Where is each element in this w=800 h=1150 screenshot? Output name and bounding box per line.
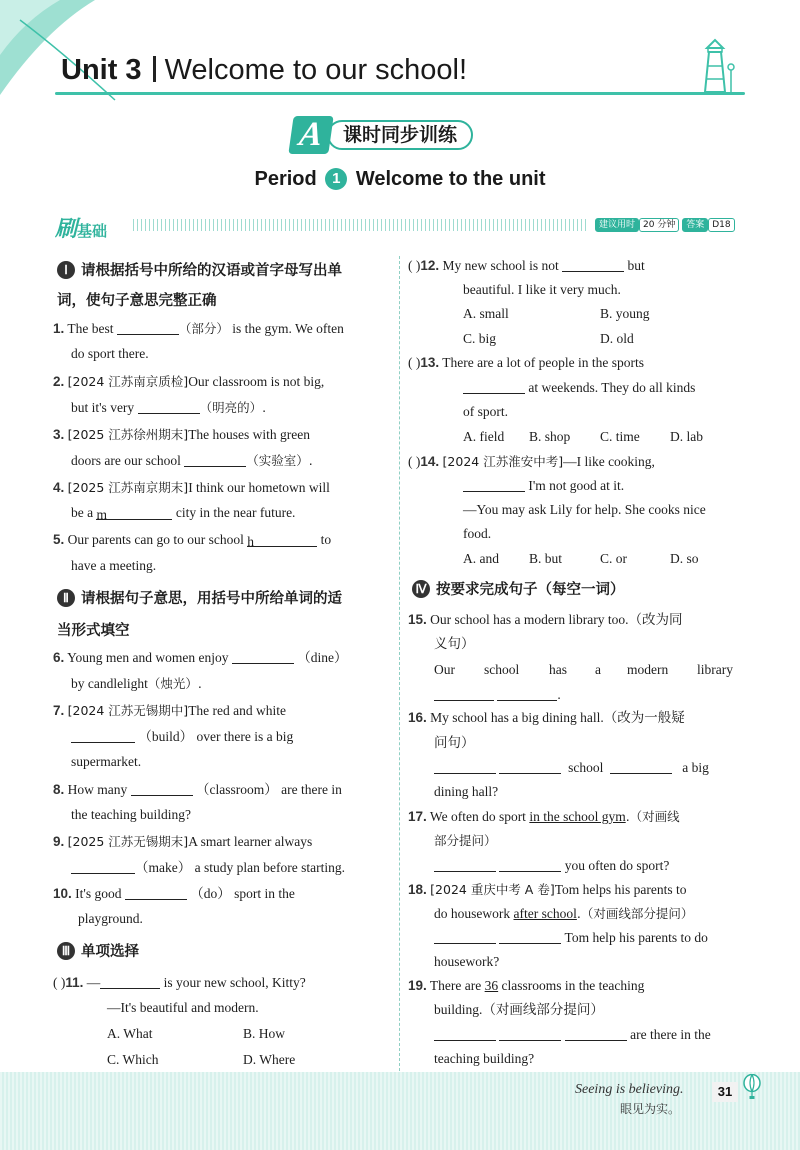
question-text: are there in the [630, 1027, 711, 1042]
answer-blank[interactable] [434, 858, 496, 872]
hint-text: （dine） [297, 650, 348, 665]
question-number: 18. [408, 882, 427, 897]
question-text: by candlelight [71, 676, 148, 691]
question-7-line2 [71, 728, 293, 746]
section-1-line1: 请根据括号中所给的汉语或首字母写出单 [81, 263, 342, 279]
answer-blank[interactable] [434, 930, 496, 944]
question-6 [53, 649, 348, 667]
answer-paren[interactable]: ( ) [408, 258, 421, 273]
question-text: Tom help his parents to do [564, 930, 708, 945]
question-10-line2: playground. [78, 911, 143, 926]
page-number: 31 [712, 1082, 738, 1102]
option-a[interactable]: A. and [463, 551, 499, 566]
answer-blank[interactable] [125, 886, 187, 900]
first-letter: h [247, 534, 254, 549]
question-text: is the gym. We often [232, 321, 344, 336]
balloon-icon [742, 1074, 762, 1100]
section-4-title: 按要求完成句子（每空一词） [436, 582, 625, 598]
question-text: but [627, 258, 645, 273]
question-15-answer: . [434, 686, 561, 704]
question-text: but it's very [71, 400, 135, 415]
question-text: sport in the [234, 886, 295, 901]
sentence-word: library [697, 662, 733, 677]
answer-blank[interactable] [562, 258, 624, 272]
question-14-line4: food. [463, 526, 492, 541]
question-11 [53, 974, 306, 992]
question-number: 15. [408, 612, 427, 627]
hint-text: （明亮的）. [199, 400, 267, 415]
question-text: are there in [281, 782, 342, 797]
underlined-text: in the school gym [529, 809, 626, 824]
question-14 [408, 453, 655, 471]
question-1 [53, 320, 344, 338]
question-source: [2025 江苏南京期末] [67, 480, 189, 495]
section-2-heading [57, 589, 342, 608]
answer-blank[interactable] [71, 860, 135, 874]
question-17-answer [434, 857, 669, 875]
hint-text: （do） [190, 886, 231, 901]
question-number: 14. [420, 454, 440, 469]
question-text: My new school is not [442, 258, 559, 273]
practice-stripe [133, 219, 588, 231]
answer-blank[interactable] [131, 782, 193, 796]
question-12 [408, 257, 645, 275]
question-17-line2: 部分提问） [434, 833, 497, 848]
unit-header [55, 48, 745, 98]
question-5 [53, 531, 331, 549]
sentence-word: a [595, 662, 601, 677]
hint-text: （部分） [178, 321, 229, 336]
question-18-line4: housework? [434, 954, 500, 969]
section-4-number: Ⅳ [412, 580, 430, 598]
hint-text: .（对画线部分提问） [576, 906, 694, 921]
question-text: do housework [434, 906, 511, 921]
question-17 [408, 808, 680, 826]
section-4-heading [412, 580, 625, 599]
answer-blank[interactable] [499, 930, 561, 944]
question-source: [2025 江苏徐州期末] [67, 427, 189, 442]
unit-number: Unit 3 [61, 54, 142, 86]
answer-blank[interactable] [565, 1027, 627, 1041]
answer-blank[interactable] [463, 478, 525, 492]
answer-blank[interactable] [100, 975, 160, 989]
question-number: 7. [53, 703, 65, 718]
option-a[interactable]: A. small [463, 306, 509, 321]
section-2-number: Ⅱ [57, 589, 75, 607]
option-c[interactable]: C. time [600, 429, 640, 444]
answer-blank[interactable] [117, 321, 179, 335]
question-text: I think our hometown will [188, 480, 330, 495]
question-9-line2 [71, 859, 345, 877]
question-text: school [568, 760, 604, 775]
answer-blank[interactable] [499, 858, 561, 872]
question-19-line4: teaching building? [434, 1051, 535, 1066]
question-text: It's good [75, 886, 122, 901]
question-text: Our school has a modern library too.（改为同 [430, 612, 683, 627]
option-a[interactable]: A. What [107, 1026, 153, 1041]
question-13-line2 [463, 379, 695, 397]
sentence-word: Our [434, 662, 455, 677]
question-text: There are a lot of people in the sports [442, 355, 644, 370]
period-title [0, 168, 800, 191]
title-separator [153, 56, 156, 82]
practice-title [55, 212, 107, 243]
underlined-text: 36 [484, 978, 499, 993]
question-18-line2 [434, 905, 693, 923]
answer-blank[interactable] [247, 533, 317, 547]
question-text: a study plan before starting. [194, 860, 345, 875]
question-7-line3: supermarket. [71, 754, 142, 769]
hint-text: （烛光）. [147, 676, 202, 691]
section-2-line2: 当形式填空 [57, 623, 130, 639]
question-19-line2: building.（对画线部分提问） [434, 1002, 604, 1017]
option-b[interactable]: B. How [243, 1026, 286, 1041]
hint-text: （实验室）. [246, 453, 313, 468]
first-letter: m [96, 507, 107, 522]
period-name: Welcome to the unit [355, 168, 546, 190]
option-d[interactable]: D. so [670, 551, 699, 566]
answer-blank[interactable] [499, 760, 561, 774]
answer-blank[interactable] [434, 1027, 496, 1041]
practice-title-small: 基础 [77, 222, 108, 240]
question-text: The houses with green [188, 427, 311, 442]
answer-blank[interactable] [497, 687, 557, 701]
banner-text: 课时同步训练 [327, 120, 473, 150]
question-text: There are [429, 978, 482, 993]
header-underline [55, 92, 745, 95]
question-number: 2. [53, 374, 65, 389]
option-d[interactable]: D. Where [243, 1052, 296, 1067]
question-number: 11. [65, 975, 84, 990]
option-b[interactable]: B. shop [529, 429, 571, 444]
answer-paren[interactable]: ( ) [53, 975, 66, 990]
question-number: 10. [53, 886, 72, 901]
question-15-line2: 义句） [434, 636, 475, 651]
question-11-line2: —It's beautiful and modern. [107, 1000, 259, 1015]
question-text: doors are our school [71, 453, 181, 468]
answer-paren[interactable]: ( ) [408, 454, 421, 469]
question-5-line2: have a meeting. [71, 558, 157, 573]
unit-name: Welcome to our school! [164, 54, 468, 86]
question-text: The red and white [188, 703, 287, 718]
question-13-line3: of sport. [463, 404, 508, 419]
question-number: 19. [408, 978, 427, 993]
option-d[interactable]: D. lab [670, 429, 703, 444]
footer-motto-cn: 眼见为实。 [620, 1102, 681, 1116]
answer-page: D18 [708, 218, 734, 232]
question-text: I'm not good at it. [528, 478, 625, 493]
question-16 [408, 709, 685, 727]
question-text: be a [71, 505, 94, 520]
column-divider [399, 256, 400, 1071]
question-number: 9. [53, 834, 65, 849]
period-prefix: Period [254, 168, 317, 190]
unit-title [61, 54, 467, 87]
underlined-text: after school [513, 906, 577, 921]
answer-blank[interactable] [499, 1027, 561, 1041]
option-c[interactable]: C. big [463, 331, 497, 346]
option-b[interactable]: B. young [600, 306, 650, 321]
time-label: 建议用时 [595, 218, 639, 232]
question-number: 3. [53, 427, 65, 442]
answer-blank[interactable] [138, 400, 200, 414]
question-19 [408, 977, 644, 995]
time-info [595, 218, 735, 232]
hint-text: （classroom） [196, 782, 278, 797]
question-10 [53, 885, 295, 903]
answer-blank[interactable] [434, 687, 494, 701]
answer-blank[interactable] [96, 506, 172, 520]
option-b[interactable]: B. but [529, 551, 563, 566]
section-3-title: 单项选择 [81, 944, 139, 960]
question-number: 12. [420, 258, 440, 273]
question-19-answer [434, 1026, 711, 1044]
question-16-answer [434, 759, 709, 777]
question-text: city in the near future. [175, 505, 296, 520]
question-text: —I like cooking, [563, 454, 655, 469]
answer-paren[interactable]: ( ) [408, 355, 421, 370]
answer-label: 答案 [682, 218, 708, 232]
question-13 [408, 354, 644, 372]
footer-motto: Seeing is believing. [575, 1082, 684, 1097]
banner-letter: A [288, 116, 333, 154]
question-number: 13. [420, 355, 440, 370]
question-8 [53, 781, 342, 799]
question-3-line2 [71, 452, 313, 470]
question-4 [53, 479, 330, 497]
question-source: [2024 江苏南京质检] [67, 374, 189, 389]
question-15 [408, 611, 682, 629]
question-text: a big [682, 760, 709, 775]
practice-title-big: 刷 [55, 217, 78, 242]
question-14-line2 [463, 477, 624, 495]
section-3-number: Ⅲ [57, 942, 75, 960]
lighthouse-icon [691, 34, 741, 94]
question-2-line2 [71, 399, 266, 417]
question-number: 4. [53, 480, 65, 495]
period-number: 1 [325, 168, 347, 190]
time-value: 20 分钟 [639, 218, 679, 232]
question-text: over there is a big [196, 729, 294, 744]
question-number: 1. [53, 321, 65, 336]
answer-blank[interactable] [434, 760, 496, 774]
answer-blank[interactable] [71, 729, 135, 743]
answer-blank[interactable] [463, 380, 525, 394]
question-text: My school has a big dining hall.（改为一般疑 [430, 710, 685, 725]
question-4-line2 [71, 504, 295, 522]
hint-text: （make） [135, 860, 192, 875]
question-text: Our classroom is not big, [188, 374, 325, 389]
question-source: [2024 江苏淮安中考] [442, 454, 564, 469]
question-16-line2: 问句） [434, 735, 475, 750]
question-text: classrooms in the teaching [501, 978, 645, 993]
question-number: 17. [408, 809, 427, 824]
question-3 [53, 426, 310, 444]
hint-text: .（对画线 [625, 809, 680, 824]
section-3-heading [57, 942, 139, 961]
question-number: 16. [408, 710, 427, 725]
section-1-heading [57, 261, 342, 280]
section-2-line1: 请根据句子意思，用括号中所给单词的适 [81, 591, 342, 607]
question-18 [408, 881, 687, 899]
practice-bar [55, 212, 745, 242]
question-source: [2025 江苏无锡期末] [67, 834, 189, 849]
question-16-line4: dining hall? [434, 784, 499, 799]
question-text: you often do sport? [564, 858, 670, 873]
question-text: Tom helps his parents to [554, 882, 687, 897]
question-8-line2: the teaching building? [71, 807, 191, 822]
answer-blank[interactable] [184, 453, 246, 467]
sentence-word: school [484, 662, 520, 677]
question-2 [53, 373, 324, 391]
question-text: to [320, 532, 332, 547]
option-c[interactable]: C. Which [107, 1052, 159, 1067]
answer-blank[interactable] [610, 760, 672, 774]
question-source: [2024 江苏无锡期中] [67, 703, 189, 718]
question-12-line2: beautiful. I like it very much. [463, 282, 621, 297]
answer-blank[interactable] [232, 650, 294, 664]
question-source: [2024 重庆中考 A 卷] [430, 882, 555, 897]
question-1-line2: do sport there. [71, 346, 149, 361]
question-text: is your new school, Kitty? [163, 975, 306, 990]
question-number: 5. [53, 532, 65, 547]
section-banner [291, 118, 503, 152]
question-text: A smart learner always [188, 834, 313, 849]
section-1-number: Ⅰ [57, 261, 75, 279]
question-18-answer [434, 929, 708, 947]
question-number: 8. [53, 782, 65, 797]
question-text: How many [67, 782, 128, 797]
question-text: We often do sport [429, 809, 526, 824]
question-14-line3: —You may ask Lily for help. She cooks nice [463, 502, 706, 517]
question-9 [53, 833, 312, 851]
question-text: — [86, 975, 101, 990]
hint-text: （build） [138, 729, 194, 744]
question-7 [53, 702, 286, 720]
sentence-word: modern [627, 662, 669, 677]
question-number: 6. [53, 650, 65, 665]
sentence-word: has [549, 662, 567, 677]
option-d[interactable]: D. old [600, 331, 634, 346]
section-1-line2: 词，使句子意思完整正确 [57, 293, 217, 309]
option-a[interactable]: A. field [463, 429, 505, 444]
question-text: at weekends. They do all kinds [528, 380, 696, 395]
option-c[interactable]: C. or [600, 551, 627, 566]
question-text: The best [67, 321, 114, 336]
question-6-line2 [71, 675, 202, 693]
question-text: Our parents can go to our school [67, 532, 244, 547]
question-text: Young men and women enjoy [67, 650, 229, 665]
